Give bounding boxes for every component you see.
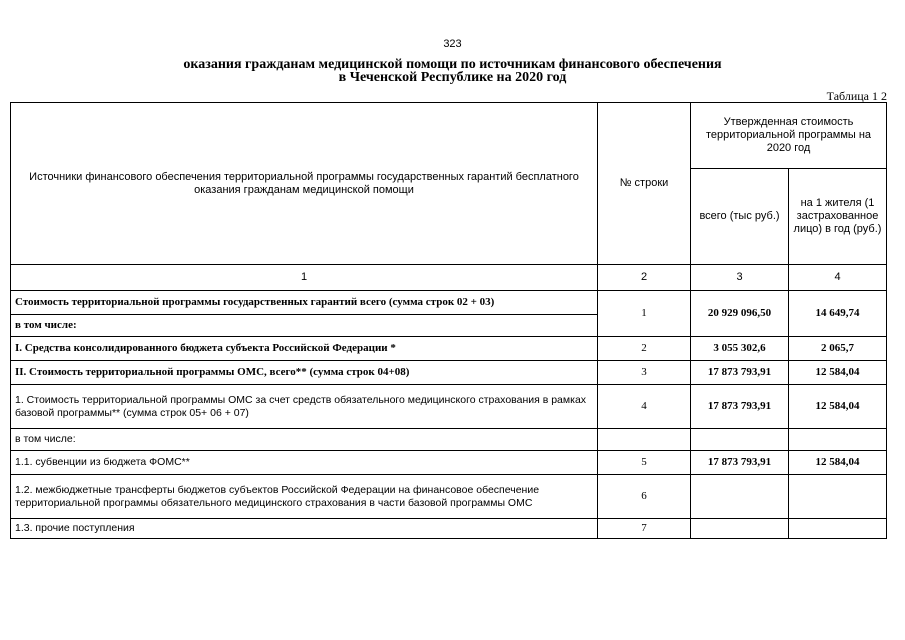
row-total: 17 873 793,91 <box>691 385 789 429</box>
financing-table <box>10 102 887 539</box>
row-per-capita <box>789 519 887 539</box>
row-number: 5 <box>598 451 691 475</box>
page-number: 323 <box>443 38 462 50</box>
row-total <box>691 475 789 519</box>
row-number: 6 <box>598 475 691 519</box>
title-line-2: в Чеченской Республике на 2020 год <box>338 70 567 85</box>
row-per-capita <box>789 475 887 519</box>
row-total: 20 929 096,50 <box>691 291 789 337</box>
document-title <box>0 58 905 84</box>
table-row <box>11 291 887 315</box>
row-per-capita <box>789 429 887 451</box>
row-label: 1. Стоимость территориальной программы ОМС за счет средств обязательного медицинского страхования в рамках базовой программы** (сумма строк 05+ 06 + 07) <box>11 385 598 429</box>
row-label: I. Средства консолидированного бюджета субъекта Российской Федерации * <box>11 337 598 361</box>
table-row <box>11 385 887 429</box>
row-per-capita: 12 584,04 <box>789 361 887 385</box>
table-row <box>11 451 887 475</box>
column-number: 1 <box>11 265 598 291</box>
table-row <box>11 337 887 361</box>
row-number: 7 <box>598 519 691 539</box>
title-line-1: оказания гражданам медицинской помощи по источникам финансового обеспечения <box>183 57 722 72</box>
column-number-row <box>11 265 887 291</box>
column-number: 3 <box>691 265 789 291</box>
row-label: II. Стоимость территориальной программы ОМС, всего** (сумма строк 04+08) <box>11 361 598 385</box>
header-row-number: № строки <box>598 103 691 265</box>
row-label: 1.1. субвенции из бюджета ФОМС** <box>11 451 598 475</box>
row-label: в том числе: <box>11 429 598 451</box>
column-number: 2 <box>598 265 691 291</box>
row-number: 2 <box>598 337 691 361</box>
table-row <box>11 519 887 539</box>
row-total: 17 873 793,91 <box>691 361 789 385</box>
header-sources: Источники финансового обеспечения территориальной программы государственных гарантий бесплатного оказания гражданам медицинской помощи <box>11 103 598 265</box>
column-number: 4 <box>789 265 887 291</box>
row-total: 17 873 793,91 <box>691 451 789 475</box>
header-total: всего (тыс руб.) <box>691 169 789 265</box>
row-number: 3 <box>598 361 691 385</box>
row-total <box>691 429 789 451</box>
row-number <box>598 429 691 451</box>
row-label: Стоимость территориальной программы государственных гарантий всего (сумма строк 02 + 03) <box>11 291 598 315</box>
row-per-capita: 12 584,04 <box>789 385 887 429</box>
table-row <box>11 429 887 451</box>
row-per-capita: 12 584,04 <box>789 451 887 475</box>
header-per-capita: на 1 жителя (1 застрахованное лицо) в год (руб.) <box>789 169 887 265</box>
header-approved-cost: Утвержденная стоимость территориальной программы на 2020 год <box>691 103 887 169</box>
table-row <box>11 475 887 519</box>
row-total: 3 055 302,6 <box>691 337 789 361</box>
row-number: 1 <box>598 291 691 337</box>
row-label: 1.2. межбюджетные трансферты бюджетов субъектов Российской Федерации на финансовое обеспечение территориальной программы обязательного медицинского страхования в части базовой программы ОМС <box>11 475 598 519</box>
table-label: Таблица 1 2 <box>826 89 887 103</box>
row-total <box>691 519 789 539</box>
row-number: 4 <box>598 385 691 429</box>
row-label: 1.3. прочие поступления <box>11 519 598 539</box>
row-per-capita: 2 065,7 <box>789 337 887 361</box>
row-per-capita: 14 649,74 <box>789 291 887 337</box>
row-sublabel: в том числе: <box>11 315 598 337</box>
table-row <box>11 361 887 385</box>
